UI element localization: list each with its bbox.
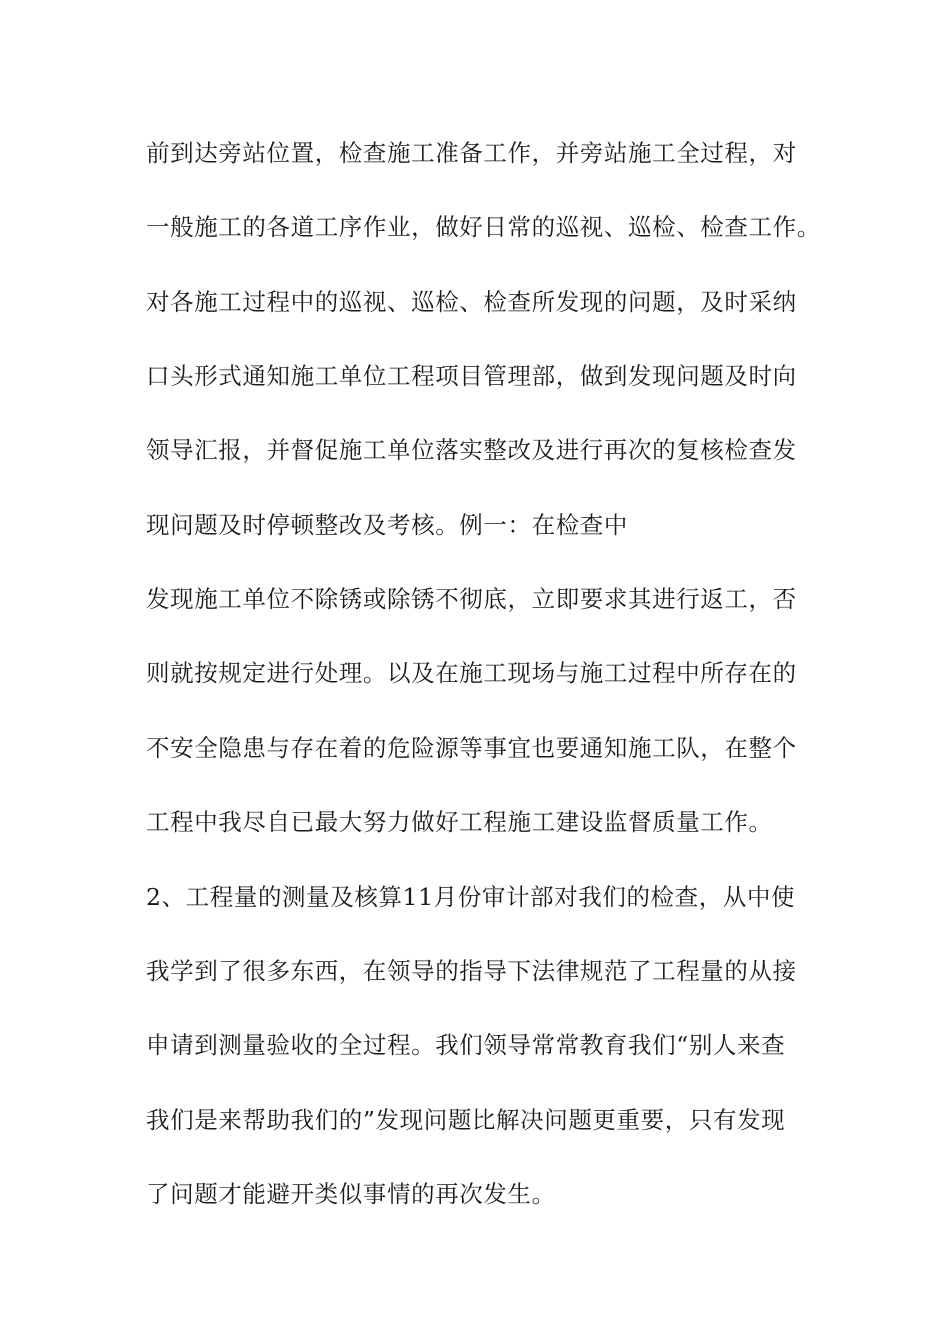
text-line-12: 我学到了很多东西，在领导的指导下法律规范了工程量的从接 xyxy=(146,957,797,985)
text-line-6: 现问题及时停顿整改及考核。例一：在检查中 xyxy=(146,511,628,539)
text-line-4: 口头形式通知施工单位工程项目管理部，做到发现问题及时向 xyxy=(146,362,797,390)
text-line-7: 发现施工单位不除锈或除锈不彻底，立即要求其进行返工，否 xyxy=(146,585,797,613)
text-line-11: 2、工程量的测量及核算11月份审计部对我们的检查，从中使 xyxy=(146,883,796,911)
text-line-3: 对各施工过程中的巡视、巡检、检查所发现的问题，及时采纳 xyxy=(146,288,797,316)
text-line-13: 申请到测量验收的全过程。我们领导常常教育我们“别人来查 xyxy=(146,1031,786,1059)
text-line-1: 前到达旁站位置，检查施工准备工作，并旁站施工全过程，对 xyxy=(146,139,797,167)
text-line-2: 一般施工的各道工序作业，做好日常的巡视、巡检、检查工作。 xyxy=(146,213,821,241)
text-line-8: 则就按规定进行处理。以及在施工现场与施工过程中所存在的 xyxy=(146,659,797,687)
text-line-5: 领导汇报，并督促施工单位落实整改及进行再次的复核检查发 xyxy=(146,436,797,464)
text-line-15: 了问题才能避开类似事情的再次发生。 xyxy=(146,1180,556,1208)
text-line-9: 不安全隐患与存在着的危险源等事宜也要通知施工队，在整个 xyxy=(146,734,797,762)
text-line-10: 工程中我尽自已最大努力做好工程施工建设监督质量工作。 xyxy=(146,808,773,836)
text-line-14: 我们是来帮助我们的”发现问题比解决问题更重要，只有发现 xyxy=(146,1106,786,1134)
